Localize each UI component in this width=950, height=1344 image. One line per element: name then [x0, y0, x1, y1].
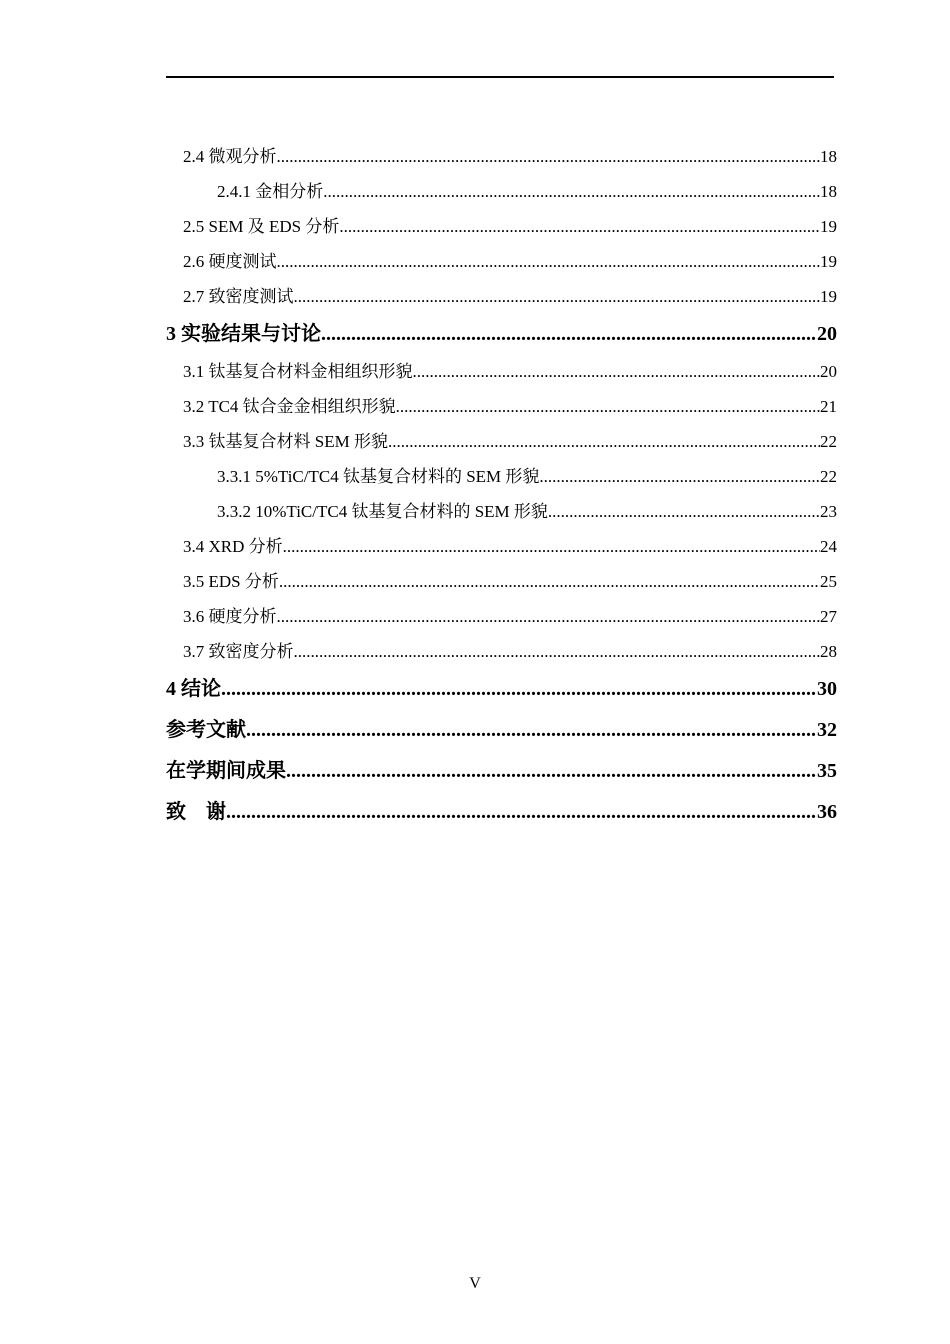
toc-chapter-3[interactable]	[166, 314, 837, 354]
toc-dot-leader	[396, 389, 820, 424]
toc-entry-3-2[interactable]	[166, 389, 837, 424]
table-of-contents	[166, 139, 837, 833]
toc-dot-leader	[286, 751, 817, 792]
toc-dot-leader	[539, 459, 820, 494]
toc-entry-page: 22	[820, 432, 837, 451]
toc-dot-leader	[413, 354, 821, 389]
toc-entry-page: 20	[817, 323, 837, 345]
toc-references[interactable]	[166, 710, 837, 751]
toc-entry-2-6[interactable]	[166, 244, 837, 279]
toc-entry-page: 25	[820, 572, 837, 591]
toc-entry-label: 3.2 TC4 钛合金金相组织形貌	[183, 397, 396, 416]
toc-entry-label: 4 结论	[166, 678, 221, 700]
toc-dot-leader	[294, 634, 821, 669]
header-rule	[166, 76, 834, 78]
toc-entry-page: 30	[817, 678, 837, 700]
toc-entry-2-4[interactable]	[166, 139, 837, 174]
toc-entry-page: 18	[820, 147, 837, 166]
toc-entry-3-7[interactable]	[166, 634, 837, 669]
toc-entry-label: 3.4 XRD 分析	[183, 537, 283, 556]
toc-entry-label: 3.5 EDS 分析	[183, 572, 279, 591]
toc-entry-page: 19	[820, 252, 837, 271]
toc-entry-label: 2.4.1 金相分析	[217, 182, 324, 201]
toc-dot-leader	[339, 209, 820, 244]
toc-entry-label: 3.3.2 10%TiC/TC4 钛基复合材料的 SEM 形貌	[217, 502, 548, 521]
toc-dot-leader	[548, 494, 820, 529]
toc-dot-leader	[221, 669, 817, 710]
toc-entry-label: 3.6 硬度分析	[183, 607, 277, 626]
toc-entry-3-3-1[interactable]	[166, 459, 837, 494]
toc-entry-label: 3 实验结果与讨论	[166, 323, 321, 345]
toc-dot-leader	[277, 599, 821, 634]
toc-entry-3-3[interactable]	[166, 424, 837, 459]
toc-entry-label: 致 谢	[166, 801, 226, 823]
toc-dot-leader	[388, 424, 820, 459]
toc-entry-3-4[interactable]	[166, 529, 837, 564]
toc-entry-page: 28	[820, 642, 837, 661]
toc-entry-page: 23	[820, 502, 837, 521]
toc-entry-label: 在学期间成果	[166, 760, 286, 782]
toc-dot-leader	[277, 139, 821, 174]
toc-dot-leader	[226, 792, 817, 833]
toc-entry-label: 2.4 微观分析	[183, 147, 277, 166]
toc-entry-page: 35	[817, 760, 837, 782]
toc-dot-leader	[321, 314, 817, 354]
toc-entry-page: 24	[820, 537, 837, 556]
toc-dot-leader	[279, 564, 820, 599]
toc-entry-label: 2.6 硬度测试	[183, 252, 277, 271]
toc-entry-label: 2.7 致密度测试	[183, 287, 294, 306]
toc-entry-page: 36	[817, 801, 837, 823]
toc-entry-page: 19	[820, 217, 837, 236]
toc-entry-3-1[interactable]	[166, 354, 837, 389]
toc-entry-page: 27	[820, 607, 837, 626]
toc-dot-leader	[246, 710, 817, 751]
toc-entry-2-7[interactable]	[166, 279, 837, 314]
toc-entry-label: 参考文献	[166, 719, 246, 741]
toc-chapter-4[interactable]	[166, 669, 837, 710]
toc-entry-3-5[interactable]	[166, 564, 837, 599]
toc-dot-leader	[277, 244, 821, 279]
toc-dot-leader	[294, 279, 821, 314]
toc-entry-label: 3.3 钛基复合材料 SEM 形貌	[183, 432, 388, 451]
toc-entry-page: 32	[817, 719, 837, 741]
toc-entry-page: 19	[820, 287, 837, 306]
toc-dot-leader	[323, 174, 820, 209]
toc-acknowledgements[interactable]	[166, 792, 837, 833]
toc-entry-page: 22	[820, 467, 837, 486]
toc-entry-label: 3.3.1 5%TiC/TC4 钛基复合材料的 SEM 形貌	[217, 467, 540, 486]
toc-entry-label: 3.7 致密度分析	[183, 642, 294, 661]
toc-entry-label: 2.5 SEM 及 EDS 分析	[183, 217, 340, 236]
toc-entry-3-3-2[interactable]	[166, 494, 837, 529]
toc-entry-page: 21	[820, 397, 837, 416]
toc-entry-page: 20	[820, 362, 837, 381]
toc-achievements[interactable]	[166, 751, 837, 792]
page-number: V	[469, 1275, 481, 1292]
toc-entry-3-6[interactable]	[166, 599, 837, 634]
toc-entry-label: 3.1 钛基复合材料金相组织形貌	[183, 362, 413, 381]
toc-entry-page: 18	[820, 182, 837, 201]
toc-entry-2-5[interactable]	[166, 209, 837, 244]
toc-entry-2-4-1[interactable]	[166, 174, 837, 209]
toc-dot-leader	[283, 529, 820, 564]
